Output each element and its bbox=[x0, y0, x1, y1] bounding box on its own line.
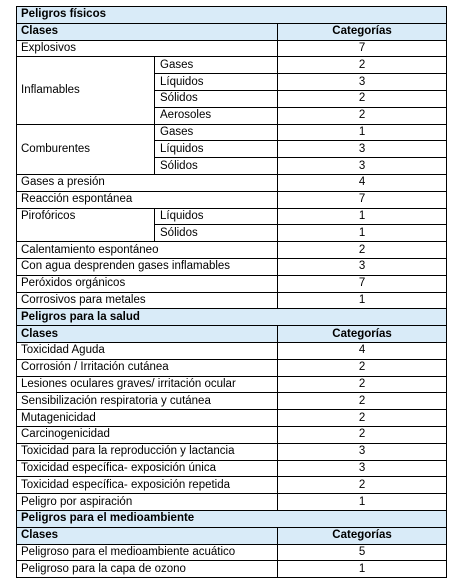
subclass-name: Líquidos bbox=[155, 141, 278, 158]
header-categorias: Categorías bbox=[278, 527, 447, 544]
section-title-row bbox=[17, 7, 447, 24]
table-row bbox=[17, 410, 447, 427]
category-count: 2 bbox=[278, 376, 447, 393]
column-header-row bbox=[17, 527, 447, 544]
header-categorias: Categorías bbox=[278, 326, 447, 343]
category-count: 4 bbox=[278, 174, 447, 191]
class-name: Sensibilización respiratoria y cutánea bbox=[17, 393, 278, 410]
category-count: 2 bbox=[278, 477, 447, 494]
table-row bbox=[17, 174, 447, 191]
category-count: 3 bbox=[278, 258, 447, 275]
category-count: 2 bbox=[278, 107, 447, 124]
class-name: Corrosión / Irritación cutánea bbox=[17, 359, 278, 376]
hazard-classification-table bbox=[16, 6, 447, 578]
table-row bbox=[17, 477, 447, 494]
class-name: Peligro por aspiración bbox=[17, 494, 278, 511]
table-row bbox=[17, 443, 447, 460]
table-row bbox=[17, 40, 447, 57]
category-count: 1 bbox=[278, 208, 447, 225]
table-row bbox=[17, 544, 447, 561]
table-row bbox=[17, 460, 447, 477]
class-name: Con agua desprenden gases inflamables bbox=[17, 258, 278, 275]
class-name: Corrosivos para metales bbox=[17, 292, 278, 309]
table-row bbox=[17, 191, 447, 208]
table-row bbox=[17, 208, 447, 225]
subclass-name: Aerosoles bbox=[155, 107, 278, 124]
category-count: 2 bbox=[278, 242, 447, 259]
header-clases: Clases bbox=[17, 326, 278, 343]
category-count: 1 bbox=[278, 124, 447, 141]
table-row bbox=[17, 242, 447, 259]
table-row bbox=[17, 292, 447, 309]
category-count: 2 bbox=[278, 57, 447, 74]
category-count: 7 bbox=[278, 275, 447, 292]
table-body bbox=[17, 7, 447, 578]
header-categorias: Categorías bbox=[278, 23, 447, 40]
subclass-name: Gases bbox=[155, 124, 278, 141]
category-count: 3 bbox=[278, 74, 447, 91]
section-title: Peligros para el medioambiente bbox=[17, 510, 447, 527]
column-header-row bbox=[17, 326, 447, 343]
class-name: Pirofóricos bbox=[17, 208, 155, 242]
table-row bbox=[17, 275, 447, 292]
class-name: Peróxidos orgánicos bbox=[17, 275, 278, 292]
table-row bbox=[17, 393, 447, 410]
category-count: 3 bbox=[278, 443, 447, 460]
class-name: Explosivos bbox=[17, 40, 278, 57]
category-count: 3 bbox=[278, 141, 447, 158]
class-name: Mutagenicidad bbox=[17, 410, 278, 427]
section-title: Peligros físicos bbox=[17, 7, 447, 24]
subclass-name: Líquidos bbox=[155, 74, 278, 91]
table-row bbox=[17, 57, 447, 74]
table-row bbox=[17, 258, 447, 275]
subclass-name: Sólidos bbox=[155, 90, 278, 107]
class-name: Peligroso para la capa de ozono bbox=[17, 561, 278, 578]
table-row bbox=[17, 376, 447, 393]
class-name: Gases a presión bbox=[17, 174, 278, 191]
subclass-name: Gases bbox=[155, 57, 278, 74]
subclass-name: Líquidos bbox=[155, 208, 278, 225]
section-title-row bbox=[17, 510, 447, 527]
class-name: Carcinogenicidad bbox=[17, 426, 278, 443]
class-name: Calentamiento espontáneo bbox=[17, 242, 278, 259]
class-name: Comburentes bbox=[17, 124, 155, 174]
table-row bbox=[17, 426, 447, 443]
category-count: 2 bbox=[278, 359, 447, 376]
section-title-row bbox=[17, 309, 447, 326]
subclass-name: Sólidos bbox=[155, 225, 278, 242]
category-count: 1 bbox=[278, 561, 447, 578]
class-name: Lesiones oculares graves/ irritación ocular bbox=[17, 376, 278, 393]
category-count: 1 bbox=[278, 494, 447, 511]
class-name: Toxicidad específica- exposición única bbox=[17, 460, 278, 477]
section-title: Peligros para la salud bbox=[17, 309, 447, 326]
subclass-name: Sólidos bbox=[155, 158, 278, 175]
category-count: 7 bbox=[278, 40, 447, 57]
category-count: 2 bbox=[278, 426, 447, 443]
table-row bbox=[17, 359, 447, 376]
class-name: Inflamables bbox=[17, 57, 155, 124]
category-count: 5 bbox=[278, 544, 447, 561]
category-count: 7 bbox=[278, 191, 447, 208]
class-name: Reacción espontánea bbox=[17, 191, 278, 208]
class-name: Toxicidad para la reproducción y lactancia bbox=[17, 443, 278, 460]
category-count: 2 bbox=[278, 90, 447, 107]
table-row bbox=[17, 561, 447, 578]
table-row bbox=[17, 124, 447, 141]
class-name: Toxicidad Aguda bbox=[17, 342, 278, 359]
category-count: 1 bbox=[278, 292, 447, 309]
table-row bbox=[17, 342, 447, 359]
class-name: Toxicidad específica- exposición repetida bbox=[17, 477, 278, 494]
category-count: 2 bbox=[278, 410, 447, 427]
column-header-row bbox=[17, 23, 447, 40]
category-count: 4 bbox=[278, 342, 447, 359]
category-count: 2 bbox=[278, 393, 447, 410]
table-row bbox=[17, 494, 447, 511]
category-count: 1 bbox=[278, 225, 447, 242]
header-clases: Clases bbox=[17, 23, 278, 40]
category-count: 3 bbox=[278, 460, 447, 477]
header-clases: Clases bbox=[17, 527, 278, 544]
class-name: Peligroso para el medioambiente acuático bbox=[17, 544, 278, 561]
category-count: 3 bbox=[278, 158, 447, 175]
